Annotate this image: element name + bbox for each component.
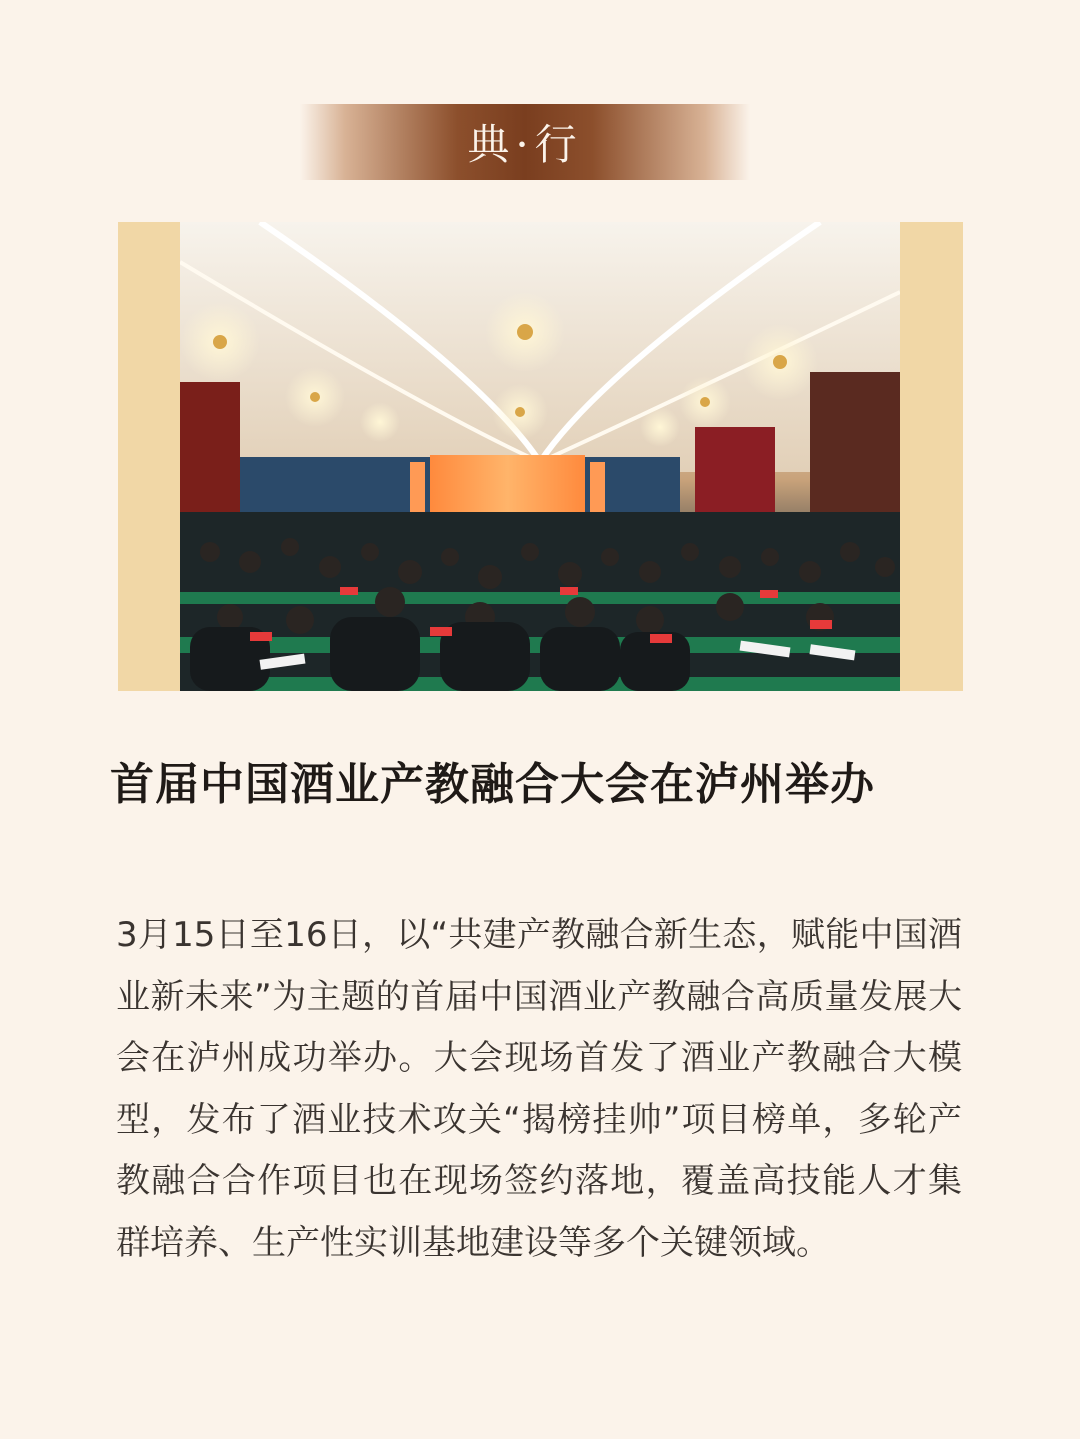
article-body: 3月15日至16日，以“共建产教融合新生态，赋能中国酒业新未来”为主题的首届中国酒业产教融合高质量发展大会在泸州成功举办。大会现场首发了酒业产教融合大模型，发布了酒业技术攻关“揭榜挂帅”项目榜单，多轮产教融合合作项目也在现场签约落地，覆盖高技能人才集群培养、生产性实训基地建设等多个关键领域。 — [116, 915, 962, 1263]
section-label: 典·行 — [467, 120, 583, 169]
conference-photo — [180, 222, 900, 691]
section-banner — [300, 104, 750, 180]
photo-frame — [118, 222, 963, 691]
article-headline: 首届中国酒业产教融合大会在泸州举办 — [110, 759, 875, 810]
